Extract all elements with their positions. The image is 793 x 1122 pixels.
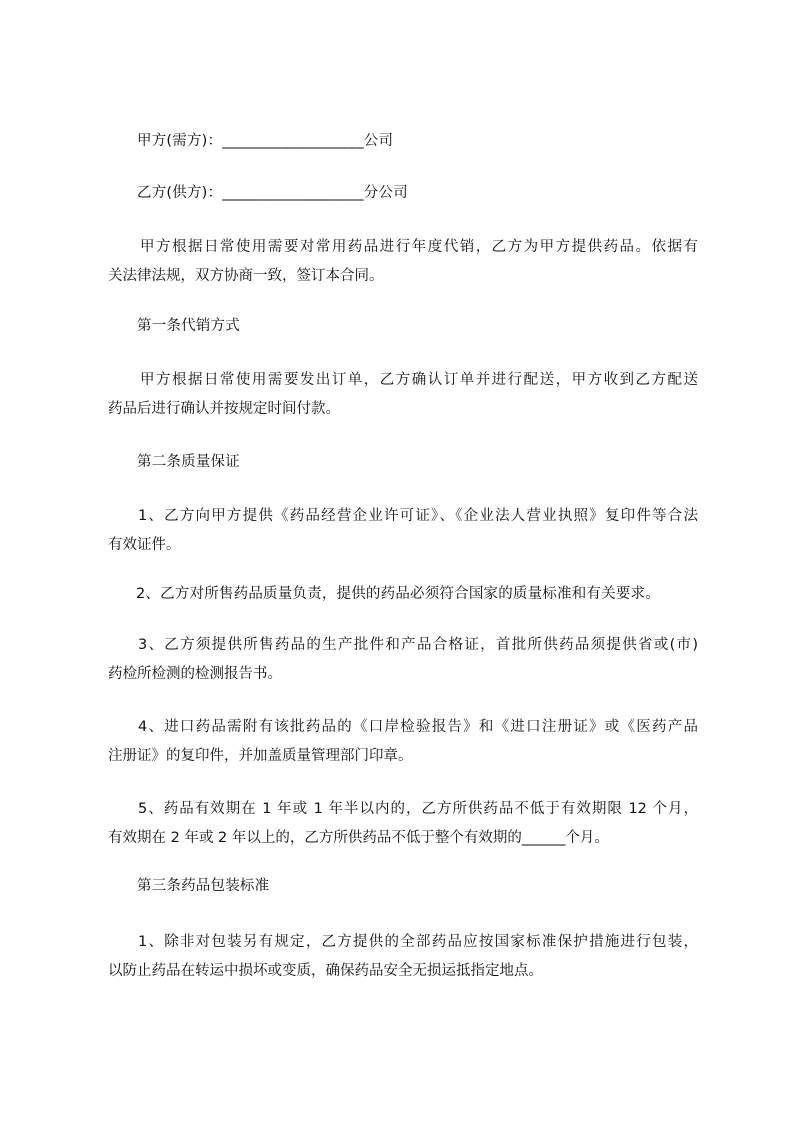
article-2-item-5-line-1: 5、药品有效期在 1 年或 1 年半以内的，乙方所供药品不低于有效期限 12 个月， — [138, 801, 698, 817]
intro-paragraph — [108, 233, 698, 291]
article-2-item-1 — [108, 502, 698, 560]
article-2-item-5-line-2: 有效期在 2 年或 2 年以上的，乙方所供药品不低于整个有效期的______个月。 — [108, 830, 609, 846]
intro-line-1: 甲方根据日常使用需要对常用药品进行年度代销，乙方为甲方提供药品。依据有 — [140, 239, 698, 255]
article-2-item-5 — [108, 795, 698, 853]
article-2-item-1-line-2: 有效证件。 — [108, 537, 181, 553]
party-b-blank: ___________________ — [222, 185, 364, 201]
party-a-line — [137, 131, 727, 151]
party-a-suffix: 公司 — [363, 133, 394, 149]
article-1-paragraph — [108, 366, 698, 424]
article-3-item-1 — [108, 928, 698, 986]
party-b-line — [137, 183, 727, 203]
article-2-item-4-line-2: 注册证》的复印件，并加盖质量管理部门印章。 — [108, 748, 413, 764]
article-3-heading: 第三条药品包装标准 — [137, 878, 270, 894]
article-3-item-1-line-1: 1、除非对包装另有规定，乙方提供的全部药品应按国家标准保护措施进行包装， — [138, 934, 698, 950]
party-a-blank: ___________________ — [222, 133, 364, 149]
article-1-line-2: 药品后进行确认并按规定时间付款。 — [108, 401, 340, 417]
party-b-label: 乙方(供方)： — [137, 185, 223, 201]
intro-line-2: 关法律法规，双方协商一致，签订本合同。 — [108, 268, 384, 284]
article-2-heading: 第二条质量保证 — [137, 454, 240, 470]
party-a-label: 甲方(需方)： — [137, 133, 223, 149]
article-2-item-2: 2、乙方对所售药品质量负责，提供的药品必须符合国家的质量标准和有关要求。 — [136, 586, 660, 602]
party-b-suffix: 分公司 — [363, 185, 408, 201]
article-2-item-3-line-1: 3、乙方须提供所售药品的生产批件和产品合格证，首批所供药品须提供省或(市) — [138, 637, 698, 653]
article-2-item-3 — [108, 631, 698, 689]
article-2-item-4-line-1: 4、进口药品需附有该批药品的《口岸检验报告》和《进口注册证》或《医药产品 — [138, 719, 698, 735]
article-1-heading: 第一条代销方式 — [137, 318, 240, 334]
article-1-line-1: 甲方根据日常使用需要发出订单，乙方确认订单并进行配送，甲方收到乙方配送 — [140, 372, 698, 388]
article-3-item-1-line-2: 以防止药品在转运中损坏或变质，确保药品安全无损运抵指定地点。 — [108, 963, 543, 979]
article-2-item-4 — [108, 713, 698, 771]
article-2-item-1-line-1: 1、乙方向甲方提供《药品经营企业许可证》、《企业法人营业执照》复印件等合法 — [138, 508, 698, 524]
article-2-item-3-line-2: 药检所检测的检测报告书。 — [108, 666, 282, 682]
